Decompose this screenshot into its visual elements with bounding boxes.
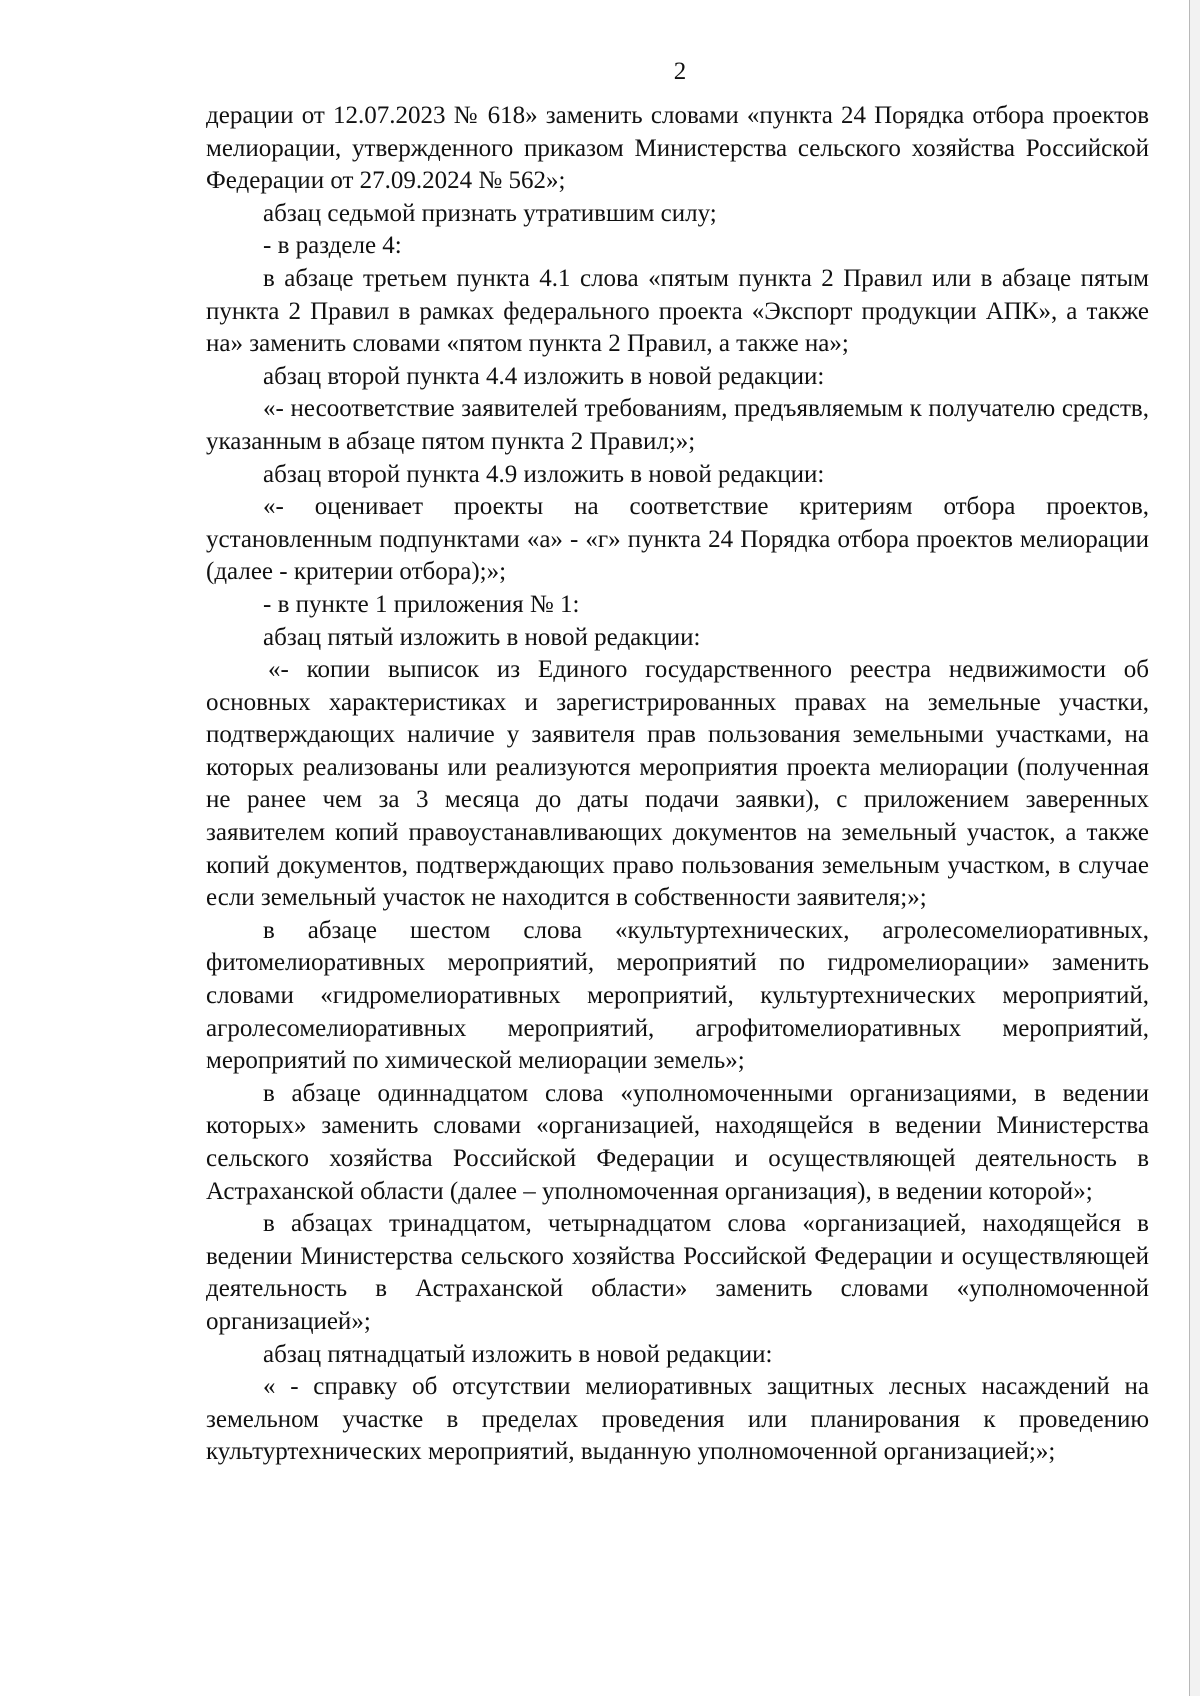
quoted-paragraph: « - справку об отсутствии мелиоративных защитных лесных насаждений на земельном участке в пределах проведения или планирования к проведению культуртехнических мероприятий, выданную уполномоченной организацией;»; bbox=[206, 1373, 1149, 1466]
paragraph: в абзаце шестом слова «культуртехнических, агролесомелиоративных, фитомелиоративных мероприятий, мероприятий по гидромелиорации» заменить словами «гидромелиоративных мероприятий, культуртехнических мероприятий, агролесомелиоративных мероприятий, агрофитомелиоративных мероприятий, мероприятий по химической мелиорации земель»; bbox=[206, 916, 1149, 1075]
page-number: 2 bbox=[673, 58, 687, 85]
paragraph: абзац седьмой признать утратившим силу; bbox=[263, 199, 717, 227]
document-body bbox=[206, 100, 1149, 1469]
section-heading: - в разделе 4: bbox=[263, 232, 402, 260]
quoted-paragraph: «- несоответствие заявителей требованиям, предъявляемым к получателю средств, указанным в абзаце пятом пункта 2 Правил;»; bbox=[206, 395, 1149, 455]
quoted-paragraph: «- копии выписок из Единого государственного реестра недвижимости об основных характеристиках и зарегистрированных правах на земельные участки, подтверждающих наличие у заявителя прав пользования земельными участками, на которых реализованы или реализуются мероприятия проекта мелиорации (полученная не ранее чем за 3 месяца до даты подачи заявки), с приложением заверенных заявителем копий правоустанавливающих документов на земельный участок, а также копий документов, подтверждающих право пользования земельным участком, в случае если земельный участок не находится в собственности заявителя;»; bbox=[206, 656, 1149, 912]
paragraph-continuation: дерации от 12.07.2023 № 618» заменить словами «пункта 24 Порядка отбора проектов мелиорации, утвержденного приказом Министерства сельского хозяйства Российской Федерации от 27.09.2024 № 562»; bbox=[206, 102, 1149, 195]
paragraph: в абзацах тринадцатом, четырнадцатом слова «организацией, находящейся в ведении Министерства сельского хозяйства Российской Федерации и осуществляющей деятельность в Астраханской области» заменить словами «уполномоченной организацией»; bbox=[206, 1210, 1149, 1335]
paragraph: в абзаце одиннадцатом слова «уполномоченными организациями, в ведении которых» заменить словами «организацией, находящейся в ведении Министерства сельского хозяйства Российской Федерации и осуществляющей деятельность в Астраханской области (далее – уполномоченная организация), в ведении которой»; bbox=[206, 1079, 1149, 1205]
paragraph: абзац пятнадцатый изложить в новой редакции: bbox=[263, 1340, 773, 1368]
section-heading: - в пункте 1 приложения № 1: bbox=[263, 590, 580, 618]
paragraph: в абзаце третьем пункта 4.1 слова «пятым пункта 2 Правил или в абзаце пятым пункта 2 Правил в рамках федерального проекта «Экспорт продукции АПК», а также на» заменить словами «пятом пункта 2 Правил, а также на»; bbox=[206, 264, 1149, 358]
paragraph: абзац второй пункта 4.4 изложить в новой редакции: bbox=[263, 362, 825, 390]
page-edge-scrollbar bbox=[1189, 0, 1200, 1696]
paragraph: абзац пятый изложить в новой редакции: bbox=[263, 623, 701, 651]
paragraph: абзац второй пункта 4.9 изложить в новой редакции: bbox=[263, 460, 825, 488]
quoted-paragraph: «- оценивает проекты на соответствие критериям отбора проектов, установленным подпунктами «а» - «г» пункта 24 Порядка отбора проектов мелиорации (далее - критерии отбора);»; bbox=[206, 493, 1149, 586]
